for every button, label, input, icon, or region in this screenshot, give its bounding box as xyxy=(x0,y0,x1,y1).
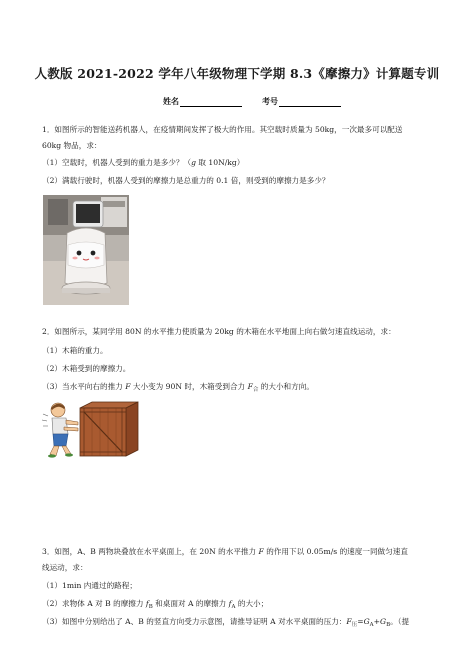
q2-sub2: （2）木箱受到的摩擦力。 xyxy=(42,364,131,373)
q2-line1: 2．如图所示，某同学用 80N 的水平推力使质量为 20kg 的木箱在水平地面上向右做匀速直线运动，求： xyxy=(42,327,396,336)
q2-sub3: （3）当水平向右的推力 F 大小变为 90N 时，木箱受到合力 $F_合$ 的大小和方向。 xyxy=(42,382,314,393)
boy-pushing-crate-illustration xyxy=(40,400,140,458)
page-title: 人教版 2021-2022 学年八年级物理下学期 8.3《摩擦力》计算题专训 xyxy=(34,66,440,81)
q3-line2: 线运动，求： xyxy=(42,563,88,572)
q1-line1: 1．如图所示的智能送药机器人，在疫情期间发挥了极大的作用。其空载时质量为 50kg，一次最多可以配送 xyxy=(42,125,403,134)
q1-line2: 60kg 物品，求： xyxy=(42,141,102,150)
delivery-robot-photo xyxy=(43,195,129,305)
exam-number-field xyxy=(262,96,341,107)
name-label: 姓名 xyxy=(163,96,179,106)
name-blank xyxy=(180,97,242,107)
q2-sub1: （1）木箱的重力。 xyxy=(42,346,108,355)
q1-sub2: （2）满载行驶时，机器人受到的摩擦力是总重力的 0.1 倍，则受到的摩擦力是多少？ xyxy=(42,176,330,185)
name-field xyxy=(163,96,242,107)
q3-line1: 3．如图，A、B 两物块叠放在水平桌面上，在 20N 的水平推力 F 的作用下以 0.05m/s 的速度一同做匀速直 xyxy=(42,547,408,556)
q3-sub3: （3）如图中分别给出了 A、B 的竖直方向受力示意图，请推导证明 A 对水平桌面的压力：$F_压=G_A+G_B$。（提 xyxy=(42,617,410,628)
q3-sub1: （1）1min 内通过的路程； xyxy=(42,581,137,590)
exam-number-blank xyxy=(279,97,341,107)
q3-sub2: （2）求物体 A 对 B 的摩擦力 $f_B$ 和桌面对 A 的摩擦力 $f_A$ 的大小； xyxy=(42,599,269,610)
q1-sub1: （1）空载时，机器人受到的重力是多少？（g 取 10N/kg） xyxy=(42,158,245,167)
exam-number-label: 考号 xyxy=(262,96,278,106)
